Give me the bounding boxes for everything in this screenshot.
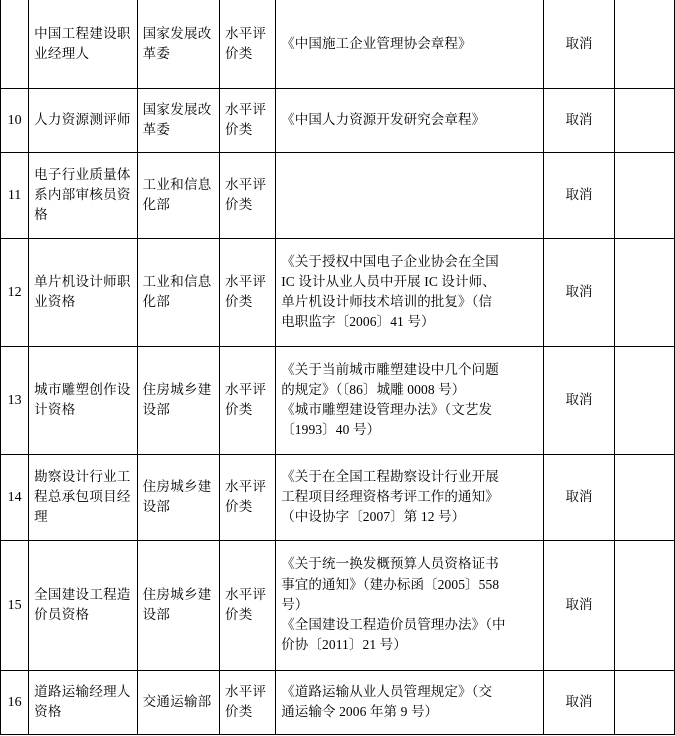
legal-basis [276, 346, 544, 454]
action-result: 取消 [544, 670, 614, 734]
remark [614, 152, 674, 238]
table-row [1, 454, 675, 540]
remark [614, 454, 674, 540]
implementing-department: 国家发展改革委 [137, 88, 219, 152]
remark [614, 670, 674, 734]
legal-basis-line: 《道路运输从业人员管理规定》（交 [281, 683, 493, 699]
implementing-department: 工业和信息化部 [137, 152, 219, 238]
qualification-name: 道路运输经理人资格 [29, 670, 137, 734]
qualification-category: 水平评价类 [219, 670, 275, 734]
table-body [1, 0, 675, 734]
row-number: 13 [1, 346, 29, 454]
legal-basis-line: 《关于授权中国电子企业协会在全国 [281, 253, 499, 269]
row-number: 11 [1, 152, 29, 238]
action-result: 取消 [544, 0, 614, 88]
implementing-department: 工业和信息化部 [137, 238, 219, 346]
qualification-category: 水平评价类 [219, 540, 275, 670]
implementing-department: 国家发展改革委 [137, 0, 219, 88]
legal-basis-line: 的规定》（〔86〕城雕 0008 号） [281, 381, 466, 397]
qualification-category: 水平评价类 [219, 238, 275, 346]
legal-basis-line: 《中国人力资源开发研究会章程》 [281, 111, 486, 127]
qualification-name: 单片机设计师职业资格 [29, 238, 137, 346]
table-row [1, 238, 675, 346]
row-number: 12 [1, 238, 29, 346]
action-result: 取消 [544, 238, 614, 346]
table-row [1, 540, 675, 670]
table-row [1, 0, 675, 88]
qualification-name: 全国建设工程造价员资格 [29, 540, 137, 670]
qualification-category: 水平评价类 [219, 346, 275, 454]
legal-basis-line: 《全国建设工程造价员管理办法》（中 [281, 617, 506, 633]
qualification-name: 电子行业质量体系内部审核员资格 [29, 152, 137, 238]
qualification-name: 中国工程建设职业经理人 [29, 0, 137, 88]
remark [614, 238, 674, 346]
legal-basis-line: 电职监字〔2006〕41 号） [281, 314, 435, 330]
legal-basis [276, 152, 544, 238]
row-number [1, 0, 29, 88]
legal-basis-line: 号） [281, 596, 309, 612]
legal-basis-line: 《城市雕塑建设管理办法》（文艺发 [281, 402, 493, 417]
row-number: 10 [1, 88, 29, 152]
legal-basis-line: 《关于统一换发概预算人员资格证书 [281, 556, 499, 572]
legal-basis-line: （中设协字〔2007〕第 12 号） [281, 509, 466, 525]
legal-basis [276, 0, 544, 88]
legal-basis-line: 工程项目经理资格考评工作的通知》 [281, 488, 499, 504]
table-row [1, 670, 675, 734]
qualification-category: 水平评价类 [219, 88, 275, 152]
remark [614, 346, 674, 454]
legal-basis-line: 《关于当前城市雕塑建设中几个问题 [281, 361, 499, 377]
row-number: 14 [1, 454, 29, 540]
remark [614, 88, 674, 152]
row-number: 16 [1, 670, 29, 734]
remark [614, 0, 674, 88]
legal-basis-line: 《关于在全国工程勘察设计行业开展 [281, 468, 499, 484]
legal-basis [276, 454, 544, 540]
qualification-category: 水平评价类 [219, 152, 275, 238]
qualification-category: 水平评价类 [219, 0, 275, 88]
table-row [1, 88, 675, 152]
remark [614, 540, 674, 670]
legal-basis-line: 单片机设计师技术培训的批复》（信 [281, 294, 493, 309]
qualification-category: 水平评价类 [219, 454, 275, 540]
action-result: 取消 [544, 152, 614, 238]
row-number: 15 [1, 540, 29, 670]
action-result: 取消 [544, 454, 614, 540]
table-row [1, 346, 675, 454]
qualification-name: 城市雕塑创作设计资格 [29, 346, 137, 454]
legal-basis [276, 670, 544, 734]
legal-basis-line: 事宜的通知》（建办标函〔2005〕558 [281, 576, 500, 592]
action-result: 取消 [544, 346, 614, 454]
legal-basis-line: IC 设计从业人员中开展 IC 设计师、 [281, 273, 496, 289]
legal-basis [276, 88, 544, 152]
implementing-department: 住房城乡建设部 [137, 454, 219, 540]
legal-basis-line: 价协〔2011〕21 号） [281, 637, 407, 653]
action-result: 取消 [544, 540, 614, 670]
legal-basis-line: 〔1993〕40 号） [281, 422, 381, 438]
implementing-department: 交通运输部 [137, 670, 219, 734]
table-row [1, 152, 675, 238]
legal-basis [276, 540, 544, 670]
legal-basis-line: 《中国施工企业管理协会章程》 [281, 35, 472, 51]
qualification-name: 勘察设计行业工程总承包项目经理 [29, 454, 137, 540]
legal-basis [276, 238, 544, 346]
implementing-department: 住房城乡建设部 [137, 346, 219, 454]
implementing-department: 住房城乡建设部 [137, 540, 219, 670]
qualification-name: 人力资源测评师 [29, 88, 137, 152]
action-result: 取消 [544, 88, 614, 152]
legal-basis-line: 通运输令 2006 年第 9 号） [281, 704, 439, 719]
